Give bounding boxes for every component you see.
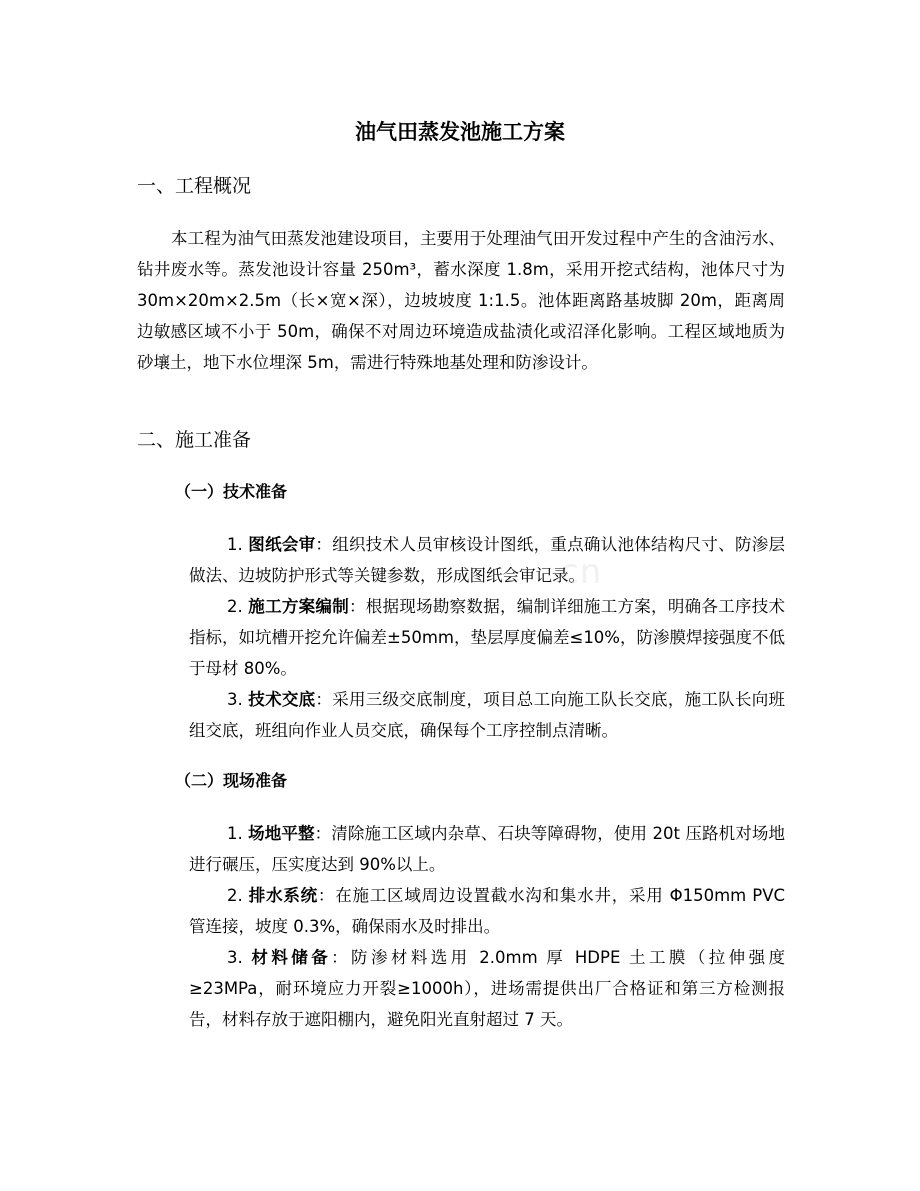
technical-item-2 [189, 591, 785, 684]
subsection-heading-technical: （一）技术准备 [175, 482, 288, 501]
item-number: 2. [227, 597, 249, 616]
technical-item-3 [189, 684, 785, 746]
item-term: 施工方案编制 [248, 597, 349, 616]
site-item-3 [189, 942, 785, 1035]
document-title: 油气田蒸发池施工方案 [355, 120, 565, 144]
subsection-heading-site: （二）现场准备 [175, 771, 288, 790]
item-term: 图纸会审 [248, 535, 316, 554]
technical-item-1 [189, 529, 785, 591]
watermark: cn [560, 552, 603, 592]
item-term: 技术交底 [248, 690, 316, 709]
item-number: 3. [227, 690, 249, 709]
item-text: ：清除施工区域内杂草、石块等障碍物，使用 20t 压路机对场地进行碾压，压实度达到 90%以上。 [189, 824, 785, 874]
item-number: 2. [227, 886, 249, 905]
site-item-2 [189, 880, 785, 942]
item-number: 1. [227, 535, 249, 554]
item-text: ：采用三级交底制度，项目总工向施工队长交底，施工队长向班组交底，班组向作业人员交底，确保每个工序控制点清晰。 [189, 690, 785, 740]
section-heading-overview: 一、工程概况 [137, 175, 252, 197]
item-text: ：在施工区域周边设置截水沟和集水井，采用 Φ150mm PVC 管连接，坡度 0.3%，确保雨水及时排出。 [189, 886, 786, 936]
item-term: 排水系统 [248, 886, 318, 905]
section-heading-preparation: 二、施工准备 [137, 429, 252, 451]
item-text: ：根据现场勘察数据，编制详细施工方案，明确各工序技术指标，如坑槽开挖允许偏差±50mm，垫层厚度偏差≤10%，防渗膜焊接强度不低于母材 80%。 [189, 597, 785, 678]
item-term: 场地平整 [248, 824, 315, 843]
item-text: ：防渗材料选用 2.0mm 厚 HDPE 土工膜（拉伸强度≥23MPa，耐环境应力开裂≥1000h），进场需提供出厂合格证和第三方检测报告，材料存放于遮阳棚内，避免阳光直射超过 7 天。 [189, 948, 786, 1029]
item-number: 1. [227, 824, 249, 843]
item-term: 材料储备 [251, 948, 332, 967]
site-item-1 [189, 818, 785, 880]
item-number: 3. [227, 948, 252, 967]
item-text: ：组织技术人员审核设计图纸，重点确认池体结构尺寸、防渗层做法、边坡防护形式等关键参数，形成图纸会审记录。 [189, 535, 785, 585]
overview-paragraph: 本工程为油气田蒸发池建设项目，主要用于处理油气田开发过程中产生的含油污水、钻井废水等。蒸发池设计容量 250m³，蓄水深度 1.8m，采用开挖式结构，池体尺寸为 30m×20m×2.5m（长×宽×深），边坡坡度 1:1.5。池体距离路基坡脚 20m，距离周边敏感区域不小于 50m，确保不对周边环境造成盐渍化或沼泽化影响。工程区域地质为砂壤土，地下水位埋深 5m，需进行特殊地基处理和防渗设计。 [137, 229, 785, 372]
